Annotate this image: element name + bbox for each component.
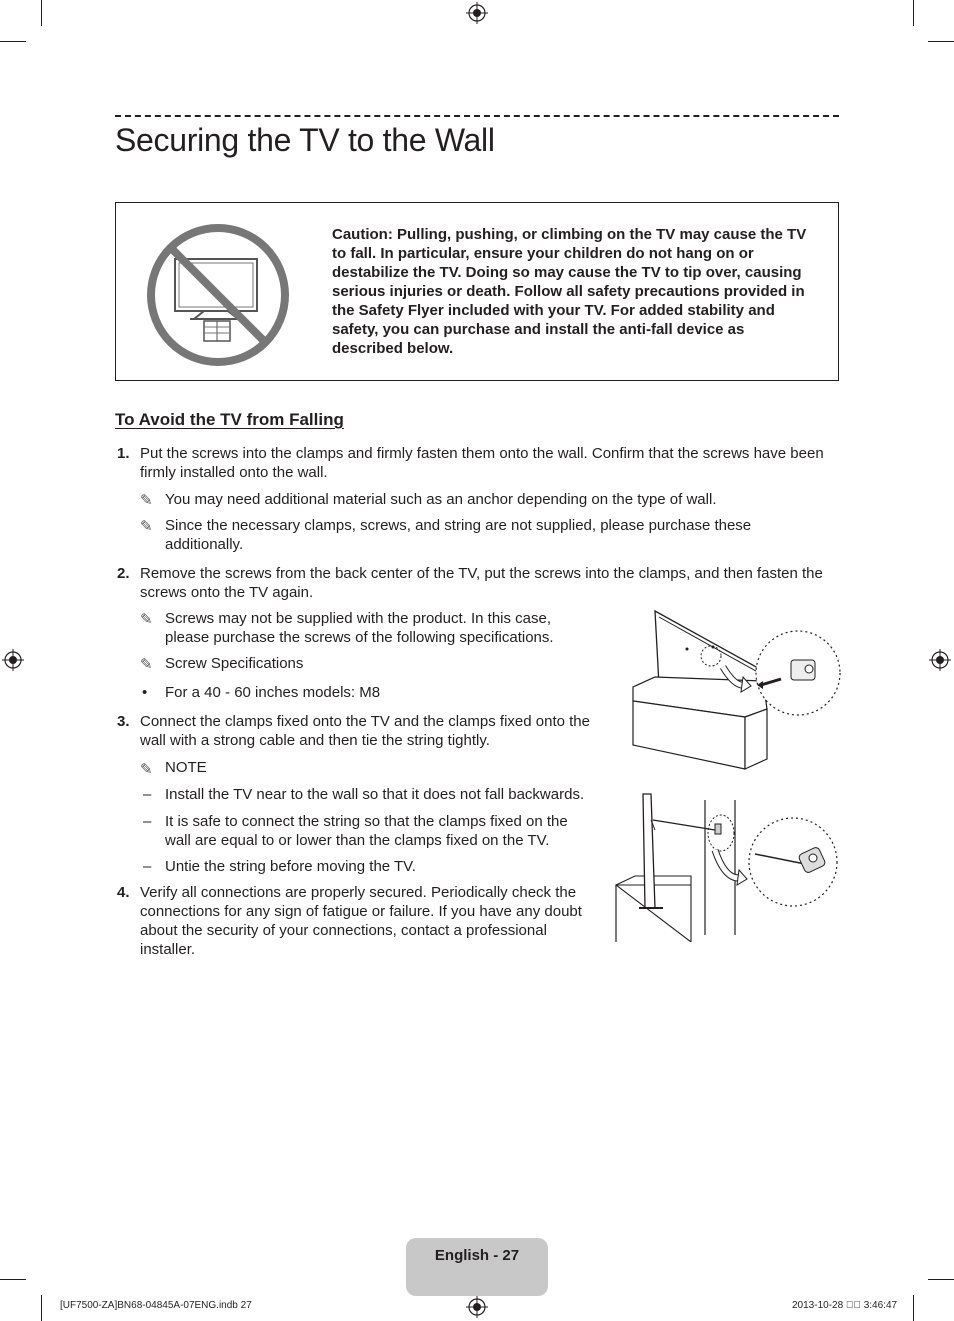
string-to-wall-illustration (615, 790, 840, 942)
page-number-label: English - 27 (434, 1247, 520, 1264)
step-text: Verify all connections are properly secured. Periodically check the connections for any sign of fatigue or failure. If you have any doubt about the security of your connections, contact a professional installer. (140, 884, 582, 958)
step-number: 3. (117, 713, 130, 730)
note-pencil-icon: ✎ (140, 656, 153, 673)
note-label: NOTE (165, 759, 207, 776)
registration-mark-icon (466, 1296, 488, 1318)
step-text: Connect the clamps fixed onto the TV and the clamps fixed onto the wall with a strong cable and then tie the string tightly. (140, 713, 590, 749)
note-text: Screw Specifications (165, 655, 304, 672)
title-dashed-rule (115, 115, 839, 117)
bullet-glyph: • (142, 684, 148, 701)
bullet-text: For a 40 - 60 inches models: M8 (165, 684, 381, 701)
registration-mark-icon (929, 649, 951, 671)
print-slug-right: 2013-10-28 ￿￿ 3:46:47 (792, 1300, 898, 1311)
caution-text: Caution: Pulling, pushing, or climbing on the TV may cause the TV to fall. In particular, ensure your children do not hang on or destabilize the TV. Doing so may cause the TV to tip over, causing serious injuries or death. Follow all safety precautions provided in the Safety Flyer included with your TV. For added stability and safety, you can purchase and install the anti-fall device as described below. (332, 226, 807, 357)
crop-mark (928, 1279, 954, 1280)
crop-mark (913, 1295, 914, 1321)
crop-mark (913, 0, 914, 26)
section-heading: To Avoid the TV from Falling (115, 410, 344, 429)
dash-text: Untie the string before moving the TV. (165, 858, 416, 875)
note-text: You may need additional material such as an anchor depending on the type of wall. (165, 491, 717, 508)
crop-mark (928, 41, 954, 42)
step-number: 4. (117, 884, 130, 901)
page-title: Securing the TV to the Wall (115, 122, 495, 158)
dash-glyph: – (143, 813, 152, 830)
clamp-on-tv-illustration (625, 605, 845, 775)
note-pencil-icon: ✎ (140, 761, 153, 778)
no-climbing-icon (144, 221, 292, 369)
note-pencil-icon: ✎ (140, 518, 153, 535)
page-number-tab (406, 1238, 548, 1296)
print-slug-left: [UF7500-ZA]BN68-04845A-07ENG.indb 27 (60, 1300, 252, 1311)
step-text: Put the screws into the clamps and firmly fasten them onto the wall. Confirm that the screws have been firmly installed onto the wall. (140, 445, 824, 481)
note-text: Since the necessary clamps, screws, and string are not supplied, please purchase these additionally. (165, 517, 752, 553)
crop-mark (0, 1279, 26, 1280)
note-pencil-icon: ✎ (140, 611, 153, 628)
dash-glyph: – (143, 786, 152, 803)
crop-mark (41, 1295, 42, 1321)
note-text: Screws may not be supplied with the product. In this case, please purchase the screws of the following specifications. (165, 610, 554, 646)
caution-box (115, 202, 839, 381)
registration-mark-icon (2, 649, 24, 671)
dash-text: It is safe to connect the string so that the clamps fixed on the wall are equal to or lower than the clamps fixed on the TV. (165, 813, 568, 849)
crop-mark (41, 0, 42, 26)
dash-text: Install the TV near to the wall so that it does not fall backwards. (165, 786, 585, 803)
registration-mark-icon (466, 2, 488, 24)
note-pencil-icon: ✎ (140, 492, 153, 509)
step-number: 2. (117, 565, 130, 582)
step-number: 1. (117, 445, 130, 462)
crop-mark (0, 41, 26, 42)
dash-glyph: – (143, 858, 152, 875)
step-text: Remove the screws from the back center of the TV, put the screws into the clamps, and then fasten the screws onto the TV again. (140, 565, 823, 601)
